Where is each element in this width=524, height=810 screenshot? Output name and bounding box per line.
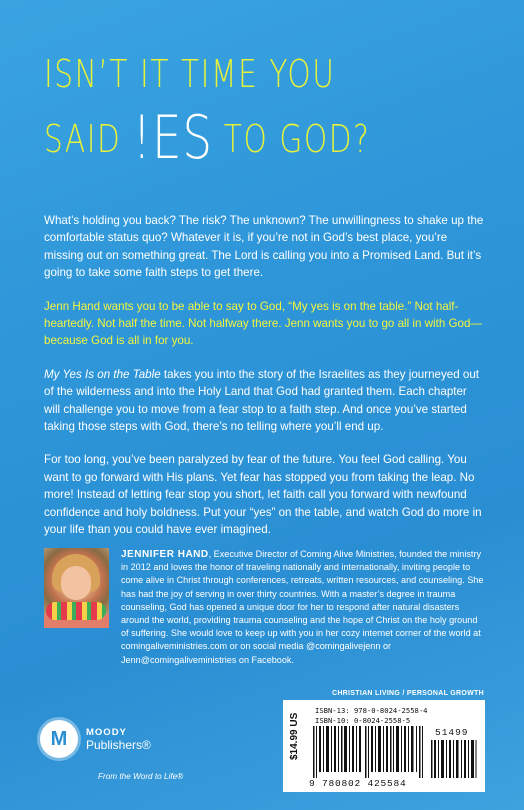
barcode-main-icon <box>313 726 425 778</box>
isbn-10: ISBN-10: 0-8024-2558-5 <box>315 715 411 725</box>
category-label: CHRISTIAN LIVING / PERSONAL GROWTH <box>331 690 484 697</box>
price-addon-digits: 51499 <box>435 727 469 738</box>
paragraph-4: For too long, you’ve been paralyzed by fear of the future. You feel God calling. You want to go forward with His plans. Yet fear has stopped you from taking the leap. No more! Instead of letting fear stop you short, let faith call you forward with newfound confidence and holy boldness. Put your “yes” on the table, and watch God do more in your life than you could have ever imagined. <box>44 453 482 537</box>
author-bio-text: , Executive Director of Coming Alive Ministries, founded the ministry in 2012 and loves the honor of traveling nationally and internationally, inviting people to come alive in Christ through conferences, retreats, written resources, and counseling. She has had the joy of serving in over thirty countries. With a master’s degree in trauma counseling, God has opened a unique door for her to respond after natural disasters around the world, providing trauma counseling and the hope of Christ on the holy ground of suffering. She would love to keep up with you in her cozy internet corner of the world at comingaliveministries.com or on social media @comingalivejenn or Jenn@comingaliveministries on Facebook. <box>121 549 484 665</box>
publisher-name-bottom: Publishers® <box>86 738 151 752</box>
headline-yes: !ES <box>132 103 213 173</box>
publisher-name-top: MOODY <box>86 727 127 738</box>
paragraph-2-highlight: Jenn Hand wants you to be able to say to God, “My yes is on the table.” Not half-heartedly. Not half the time. Not halfway there. Jenn wants you to go all in with God—because God is all in for you. <box>44 299 482 348</box>
headline-line-2 <box>44 103 387 173</box>
isbn-text <box>315 706 428 725</box>
headline-to-god: TO GOD? <box>212 117 371 161</box>
price-label: $14.99 US <box>289 712 300 760</box>
barcode-digits: 9 780802 425584 <box>309 778 407 789</box>
back-cover-copy <box>44 212 484 555</box>
author-bio <box>121 548 484 667</box>
headline <box>44 52 484 173</box>
publisher-tagline: From the Word to Life® <box>98 772 184 781</box>
author-section <box>44 548 484 667</box>
barcode-box <box>283 700 485 792</box>
moody-logo-icon: M <box>40 720 78 758</box>
barcode-addon-icon <box>431 740 477 778</box>
paragraph-3 <box>44 366 484 436</box>
isbn-13: ISBN-13: 978-0-8024-2558-4 <box>315 706 428 715</box>
publisher-logo <box>40 720 151 758</box>
headline-said: SAID <box>44 117 133 161</box>
paragraph-1: What’s holding you back? The risk? The unknown? The unwillingness to shake up the comfortable status quo? Whatever it is, if you’re not in God’s best place, you’re missing out on something great. The Lord is calling you into a Promised Land. But it’s going to take some faith steps to get there. <box>44 214 484 280</box>
paragraph-3-text: takes you into the story of the Israelites as they journeyed out of the wilderness and into the Holy Land that God had granted them. Each chapter will challenge you to move from a fear stop to a faith step. And once you’ve started taking those steps with God, there’s no telling where you’ll end up. <box>44 367 480 434</box>
headline-line-1: ISN’T IT TIME YOU <box>44 52 336 96</box>
book-title-italic: My Yes Is on the Table <box>44 367 161 381</box>
author-name: JENNIFER HAND <box>121 549 209 560</box>
publisher-name <box>86 727 151 751</box>
author-photo <box>44 548 109 628</box>
